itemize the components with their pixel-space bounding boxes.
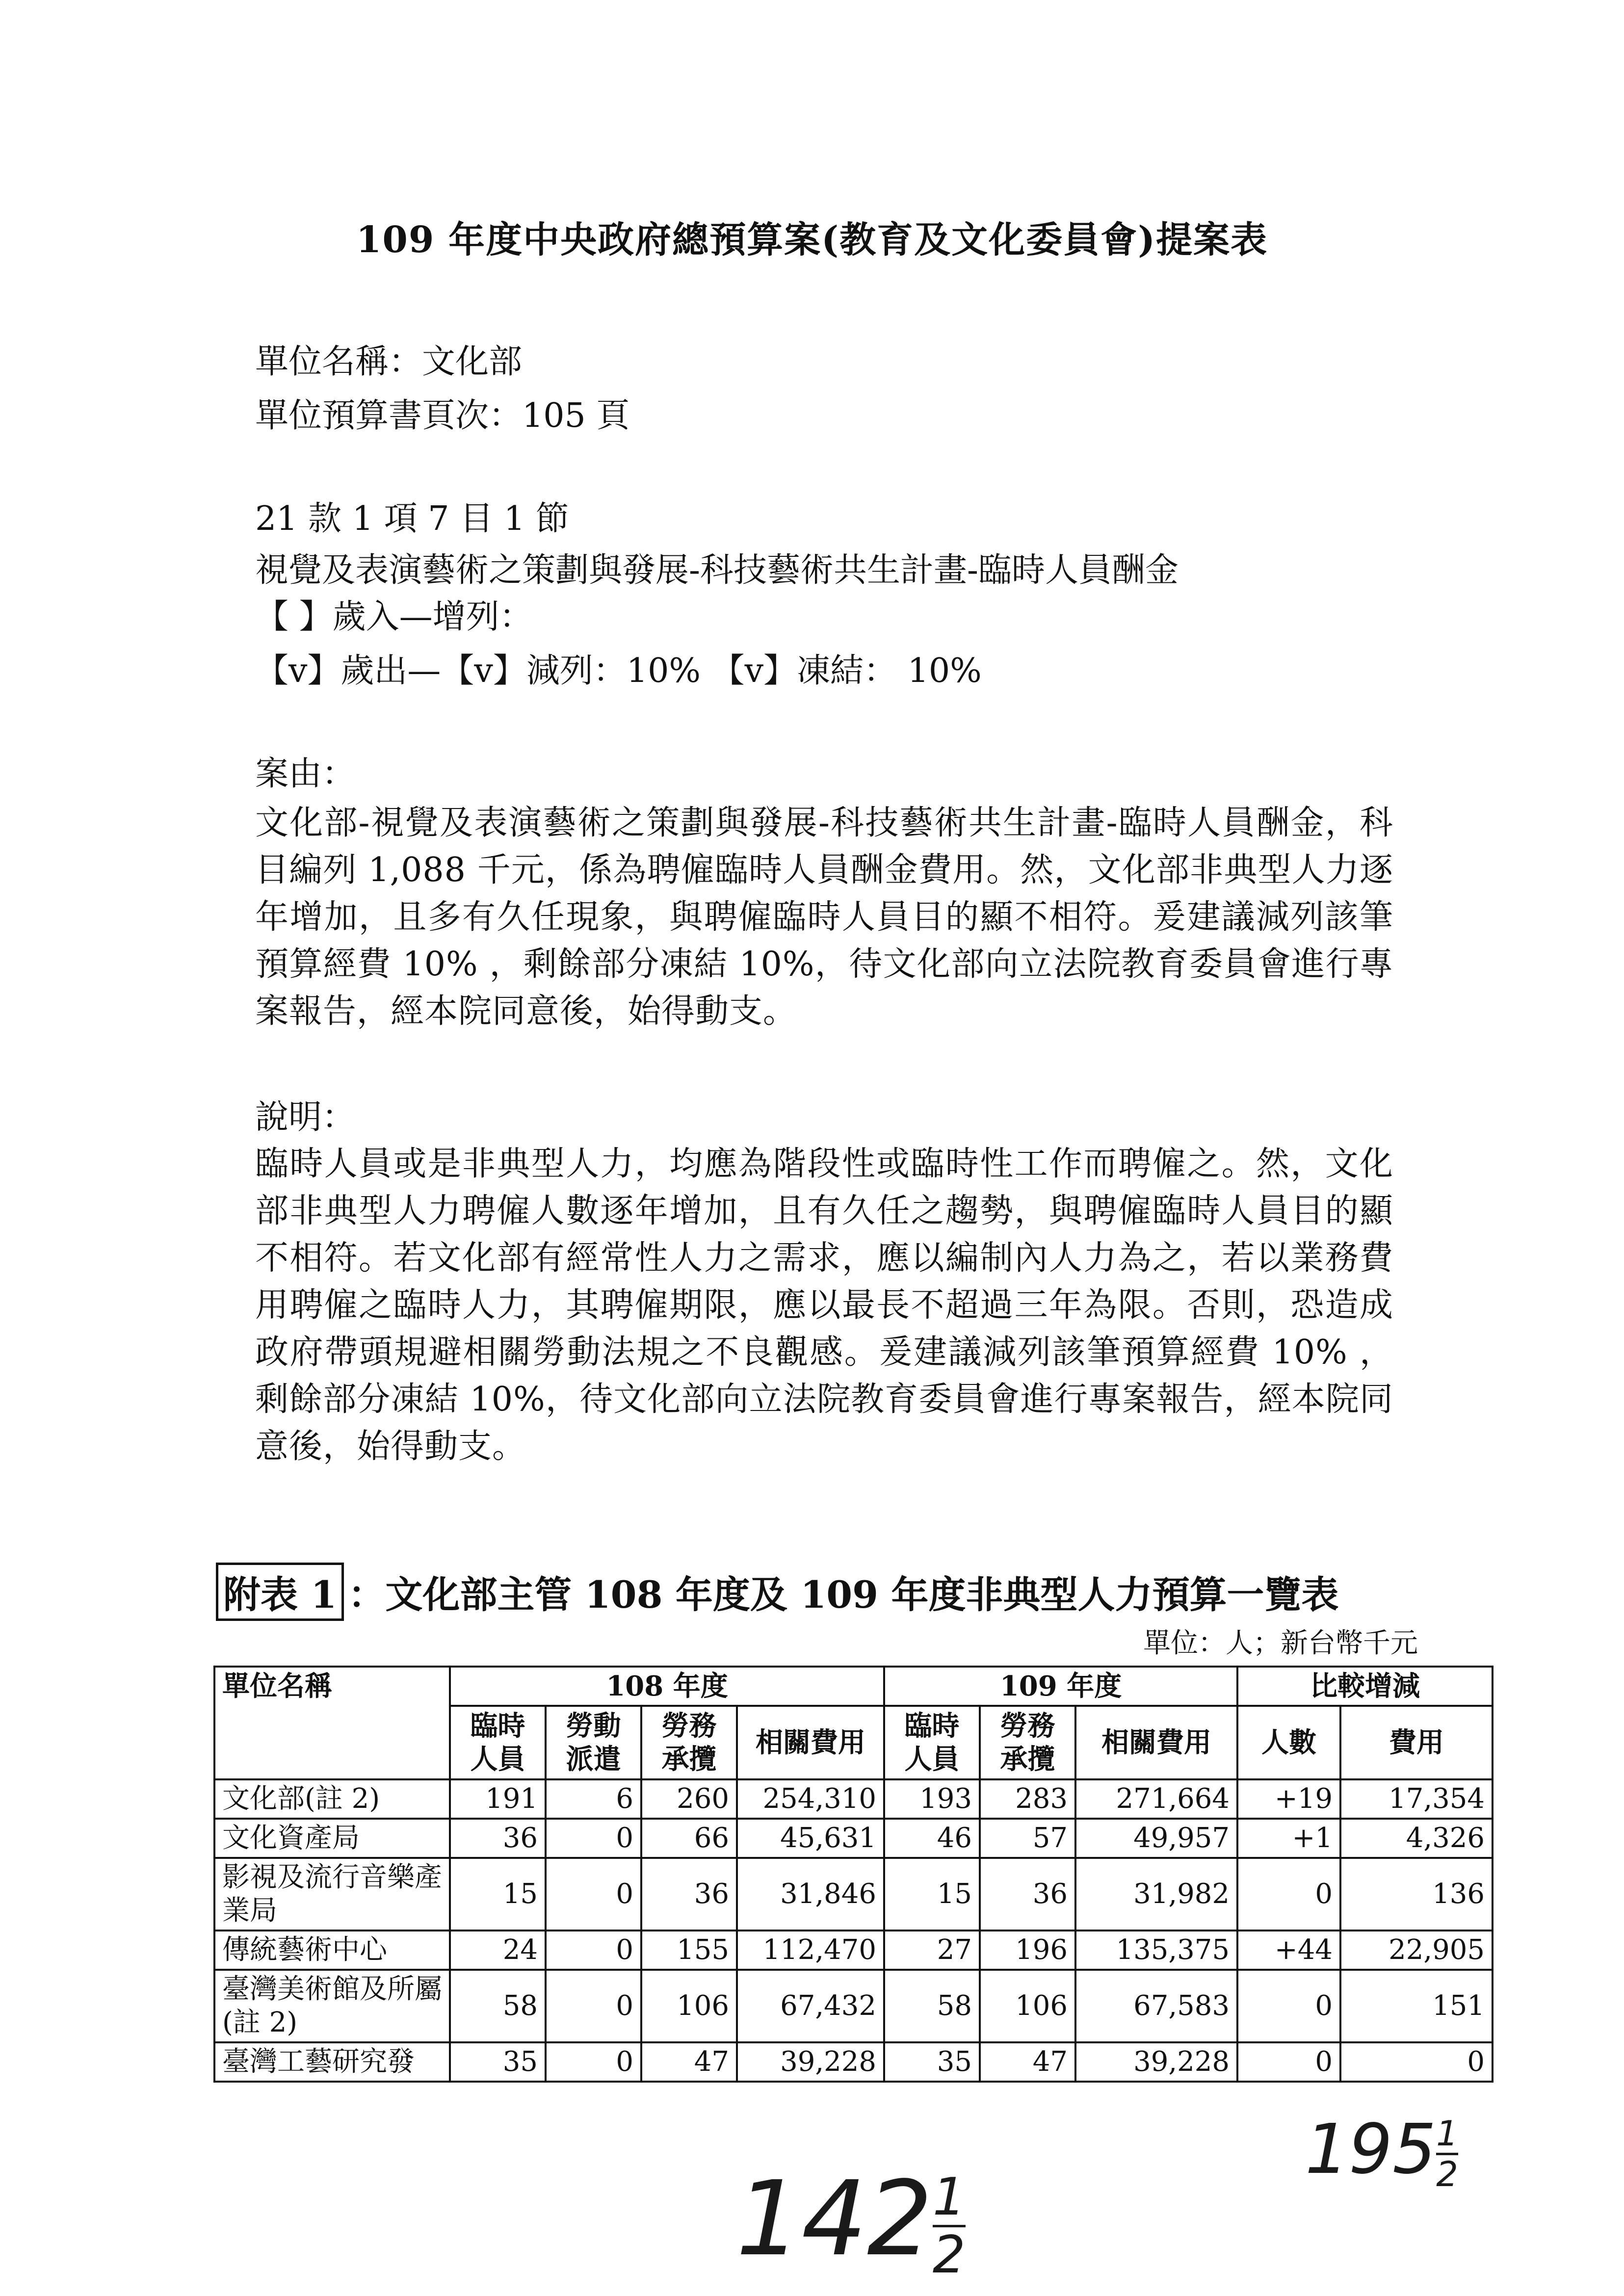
table-cell: 15	[450, 1858, 546, 1931]
table-cell: 0	[1237, 1970, 1340, 2042]
table-cell: 106	[641, 1970, 737, 2042]
explanation-text: 臨時人員或是非典型人力，均應為階段性或臨時性工作而聘僱之。然，文化部非典型人力聘僱人數逐年增加，且有久任之趨勢，與聘僱臨時人員目的顯不相符。若文化部有經常性人力之需求，應以編制內人力為之，若以業務費用聘僱之臨時人力，其聘僱期限，應以最長不超過三年為限。否則，恐造成政府帶頭規避相關勞動法規之不良觀感。爰建議減列該筆預算經費 10% ，剩餘部分凍結 10%，待文化部向立法院教育委員會進行專案報告，經本院同意後，始得動支。	[255, 1145, 1393, 1466]
col-109-temp: 臨時人員	[884, 1706, 980, 1779]
table-cell: 191	[450, 1779, 546, 1819]
table-cell: 15	[884, 1858, 980, 1931]
table-cell: 112,470	[737, 1931, 884, 1970]
row-unit-name: 影視及流行音樂產業局	[214, 1858, 450, 1931]
table-cell: +44	[1237, 1931, 1340, 1970]
table-cell: 35	[450, 2042, 546, 2082]
col-group-108: 108 年度	[450, 1667, 884, 1706]
reason-text: 文化部-視覺及表演藝術之策劃與發展-科技藝術共生計畫-臨時人員酬金，科目編列 1,088 千元，係為聘僱臨時人員酬金費用。然，文化部非典型人力逐年增加，且多有久任現象，與聘僱臨時人員目的顯不相符。爰建議減列該筆預算經費 10% ，剩餘部分凍結 10%，待文化部向立法院教育委員會進行專案報告，經本院同意後，始得動支。	[255, 804, 1393, 1031]
reason-heading: 案由：	[255, 755, 356, 793]
table-cell: 0	[1340, 2042, 1493, 2082]
table-cell: 36	[980, 1858, 1075, 1931]
table-cell: 6	[546, 1779, 641, 1819]
col-109-outsource: 勞務承攬	[980, 1706, 1075, 1779]
fraction-numerator: 1	[1436, 2113, 1458, 2154]
table-cell: 31,846	[737, 1858, 884, 1931]
handwritten-page-number	[736, 2159, 966, 2285]
table-row	[214, 1779, 1493, 1819]
col-diff-cost: 費用	[1340, 1706, 1493, 1779]
table-cell: 58	[450, 1970, 546, 2042]
table-cell: 283	[980, 1779, 1075, 1819]
table-cell: 136	[1340, 1858, 1493, 1931]
table-cell: 0	[1237, 1858, 1340, 1931]
col-109-cost: 相關費用	[1075, 1706, 1237, 1779]
expense-line: 【v】歲出—【v】減列：10% 【v】凍結： 10%	[255, 652, 982, 690]
table-cell: 0	[546, 1819, 641, 1858]
col-108-cost: 相關費用	[737, 1706, 884, 1779]
col-diff-count: 人數	[1237, 1706, 1340, 1779]
table-cell: 254,310	[737, 1779, 884, 1819]
table-cell: 57	[980, 1819, 1075, 1858]
table-cell: 17,354	[1340, 1779, 1493, 1819]
row-unit-name: 傳統藝術中心	[214, 1931, 450, 1970]
table-cell: 45,631	[737, 1819, 884, 1858]
table-cell: 67,432	[737, 1970, 884, 2042]
unit-name: 單位名稱：文化部	[255, 342, 523, 381]
annex-label: 附表 1	[216, 1563, 344, 1621]
table-cell: 0	[546, 1858, 641, 1931]
row-unit-name: 文化資產局	[214, 1819, 450, 1858]
table-cell: 67,583	[1075, 1970, 1237, 2042]
table-cell: 47	[641, 2042, 737, 2082]
handwritten-main-fraction	[932, 2166, 966, 2285]
col-108-temp: 臨時人員	[450, 1706, 546, 1779]
fraction-numerator: 1	[932, 2166, 966, 2227]
table-row	[214, 2042, 1493, 2082]
table-cell: 193	[884, 1779, 980, 1819]
col-group-109: 109 年度	[884, 1667, 1237, 1706]
table-cell: 36	[450, 1819, 546, 1858]
row-unit-name: 文化部(註 2)	[214, 1779, 450, 1819]
table-cell: 24	[450, 1931, 546, 1970]
table-unit-note: 單位：人；新台幣千元	[1143, 1627, 1418, 1659]
table-caption	[216, 1563, 1338, 1621]
table-cell: 39,228	[1075, 2042, 1237, 2082]
table-row	[214, 1819, 1493, 1858]
table-cell: 36	[641, 1858, 737, 1931]
program-name: 視覺及表演藝術之策劃與發展-科技藝術共生計畫-臨時人員酬金	[255, 551, 1179, 590]
table-cell: 66	[641, 1819, 737, 1858]
table-cell: 260	[641, 1779, 737, 1819]
table-cell: 0	[546, 1970, 641, 2042]
page-title: 109 年度中央政府總預算案(教育及文化委員會)提案表	[356, 219, 1268, 261]
col-108-outsource: 勞務承攬	[641, 1706, 737, 1779]
col-group-diff: 比較增減	[1237, 1667, 1493, 1706]
revenue-line: 【 】歲入—增列：	[255, 598, 533, 636]
table-cell: 271,664	[1075, 1779, 1237, 1819]
table-cell: 31,982	[1075, 1858, 1237, 1931]
table-cell: 151	[1340, 1970, 1493, 2042]
fraction-denominator: 2	[932, 2224, 966, 2285]
table-cell: 49,957	[1075, 1819, 1237, 1858]
table-cell: 0	[1237, 2042, 1340, 2082]
col-unit-name: 單位名稱	[214, 1667, 450, 1779]
handwritten-main-number: 142	[736, 2159, 933, 2279]
table-cell: +19	[1237, 1779, 1340, 1819]
table-row	[214, 1931, 1493, 1970]
fraction-denominator: 2	[1436, 2153, 1458, 2192]
handwritten-side-number	[1305, 2110, 1458, 2192]
table-cell: 196	[980, 1931, 1075, 1970]
table-row	[214, 1858, 1493, 1931]
table-cell: 135,375	[1075, 1931, 1237, 1970]
page-reference: 單位預算書頁次：105 頁	[255, 396, 630, 435]
table-cell: 0	[546, 2042, 641, 2082]
table-cell: 27	[884, 1931, 980, 1970]
table-cell: 58	[884, 1970, 980, 2042]
table-cell: 155	[641, 1931, 737, 1970]
table-cell: 46	[884, 1819, 980, 1858]
table-cell: 47	[980, 2042, 1075, 2082]
row-unit-name: 臺灣工藝研究發	[214, 2042, 450, 2082]
budget-table	[213, 1666, 1493, 2083]
row-unit-name: 臺灣美術館及所屬(註 2)	[214, 1970, 450, 2042]
table-cell: +1	[1237, 1819, 1340, 1858]
explanation-heading: 說明：	[255, 1098, 356, 1137]
handwritten-side-fraction	[1436, 2113, 1458, 2194]
table-caption-text: ：文化部主管 108 年度及 109 年度非典型人力預算一覽表	[348, 1573, 1339, 1617]
col-108-dispatch: 勞動派遣	[546, 1706, 641, 1779]
budget-code: 21 款 1 項 7 目 1 節	[255, 499, 569, 538]
table-row	[214, 1970, 1493, 2042]
table-cell: 106	[980, 1970, 1075, 2042]
table-cell: 22,905	[1340, 1931, 1493, 1970]
table-cell: 39,228	[737, 2042, 884, 2082]
handwritten-side-value: 195	[1305, 2110, 1437, 2190]
table-cell: 4,326	[1340, 1819, 1493, 1858]
table-cell: 35	[884, 2042, 980, 2082]
table-cell: 0	[546, 1931, 641, 1970]
